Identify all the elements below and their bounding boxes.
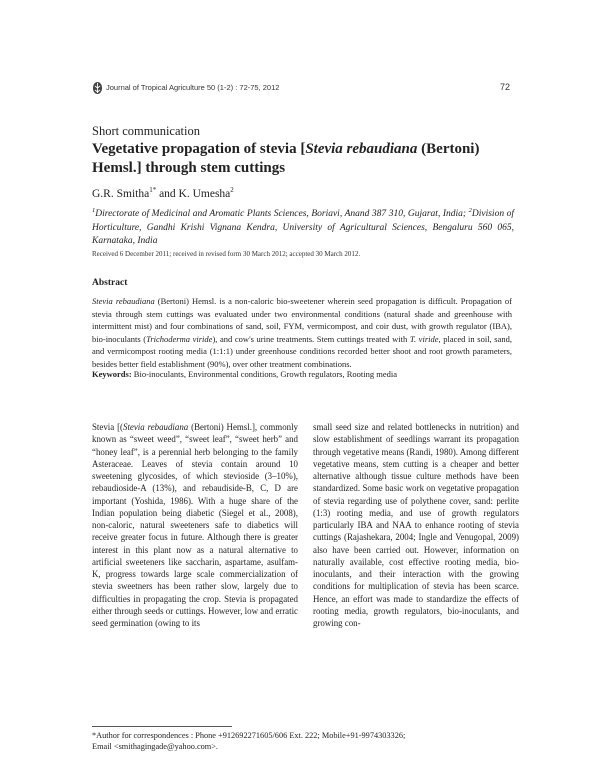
title-text: Vegetative propagation of stevia [ bbox=[92, 141, 306, 157]
abstract-fungus: Trichoderma viride bbox=[146, 333, 213, 344]
title-species: Stevia rebaudiana bbox=[305, 141, 418, 157]
body-paragraph-left bbox=[92, 421, 298, 629]
abstract-part-2: ), and cow's urine treatments. Stem cuttings treated with bbox=[212, 333, 410, 344]
abstract-fungus-short: T. viride, bbox=[409, 333, 441, 344]
author-2: and K. Umesha bbox=[156, 187, 231, 200]
abstract-species: Stevia rebaudiana bbox=[92, 296, 155, 306]
page-number: 72 bbox=[499, 82, 510, 92]
affil-2-mark: 2 bbox=[468, 207, 472, 214]
footnote-rule bbox=[92, 726, 232, 727]
body-paragraph-right: small seed size and related bottlenecks in nutrition) and slow establishment of seedlings warrant its propagation through vegetative means (Randi, 1980). Among different vegetative means, stem cutting is a cheaper and better alternative although tissue culture methods have been standardized. Some basic work on vegetative propagation of stevia regarding use of polythene cover, sand: perlite (1:3) rooting media, and use of growth regulators particularly IBA and NAA to enhance rooting of stevia cuttings (Rajashekara, 2004; Ingle and Venugopal, 2009) also have been carried out. However, information on naturally available, cost effective rooting media, bio-inoculants, and their interaction with the growing conditions for multiplication of stevia has been scarce. Hence, an effort was made to standardize the effects of rooting media, growth regulators, bio-inoculants, and growing con- bbox=[313, 422, 519, 628]
abstract-heading: Abstract bbox=[92, 278, 128, 288]
article-title bbox=[92, 140, 522, 178]
footnote-line-2: Email <smithagingade@yahoo.com>. bbox=[92, 742, 218, 751]
affil-2: Division of Horticulture, Gandhi Krishi Vignana Kendra, University of Agricultural Sciences, Bengaluru 560 065, Karnataka, India bbox=[92, 209, 514, 247]
affil-1-mark: 1 bbox=[92, 207, 96, 214]
author-2-mark: 2 bbox=[230, 186, 234, 194]
affil-1: Directorate of Medicinal and Aromatic Plants Sciences, Boriavi, Anand 387 310, Gujarat, India; bbox=[95, 209, 469, 220]
author-1-mark: 1* bbox=[149, 186, 157, 194]
title-text-end: (Bertoni) Hemsl.] through stem cuttings bbox=[92, 141, 480, 176]
keywords-list: Bio-inoculants, Environmental conditions, Growth regulators, Rooting media bbox=[131, 369, 398, 379]
keywords-label: Keywords: bbox=[92, 369, 132, 379]
body-left-start: Stevia [( bbox=[92, 422, 124, 432]
section-label: Short communication bbox=[92, 124, 200, 138]
author-1: G.R. Smitha bbox=[92, 187, 150, 200]
authors bbox=[92, 186, 234, 200]
abstract-text bbox=[92, 295, 512, 371]
abstract-part-1: (Bertoni) Hemsl. is a non-caloric bio-sweetener wherein seed propagation is difficult. Propagation of stevia through stem cuttings was evaluated under two environmental conditions (natural shade and greenhouse with intermittent mist) and four combinations of sand, soil, FYM, vermicompost, and coir dust, with growth regulator (IBA), bio-inoculants ( bbox=[92, 296, 512, 344]
body-left-text: (Bertoni) Hemsl.], commonly known as “sweet weed”, “sweet leaf”, “sweet herb” and “honey leaf”, is a perennial herb belonging to the family Asteraceae. Leaves of stevia contain around 10 sweetening glycosides, of which stevioside (3–10%), rebaudioside-A (13%), and rebaudiside-B, C, D are important (Yoshida, 1986). With a huge share of the Indian population being diabetic (Siegel et al., 2008), non-caloric, natural sweeteners safe to diabetics will receive greater focus in future. Although there is greater interest in this plant now as a natural alternative to artificial sweeteners like saccharin, aspartame, asulfam-K, progress towards large scale commercialization of stevia sweetners has been rather slow, largely due to difficulties in propagating the crop. Stevia is propagated either through seeds or cuttings. However, low and erratic seed germination (owing to its bbox=[92, 422, 298, 628]
journal-header bbox=[92, 80, 512, 100]
footnote bbox=[92, 730, 452, 752]
journal-citation: Journal of Tropical Agriculture 50 (1-2) : 72-75, 2012 bbox=[106, 83, 280, 92]
body-column-left bbox=[92, 421, 298, 629]
body-left-species: Stevia rebaudiana bbox=[123, 422, 189, 432]
affiliations bbox=[92, 204, 514, 249]
received-dates: Received 6 December 2011; received in revised form 30 March 2012; accepted 30 March 2012. bbox=[92, 250, 361, 258]
body-column-right bbox=[313, 421, 519, 629]
abstract-part-3: placed in soil, sand, and vermicompost rooting media (1:1:1) under greenhouse conditions recorded better shoot and root growth parameters, besides better field establishment (90%), over other treatment combinations. bbox=[92, 333, 513, 369]
footnote-line-1: *Author for correspondences : Phone +912692271605/606 Ext. 222; Mobile+91-9974303326; bbox=[92, 731, 406, 740]
keywords bbox=[92, 369, 512, 379]
journal-logo-icon bbox=[92, 81, 103, 95]
